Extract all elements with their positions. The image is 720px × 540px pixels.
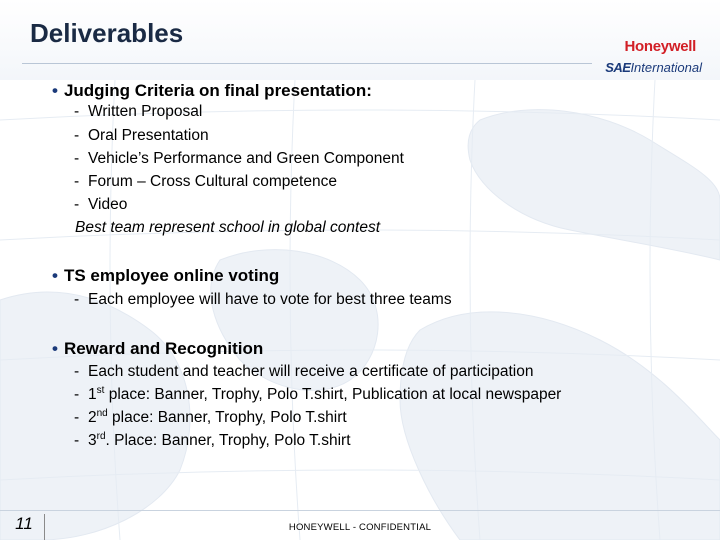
- list-item: [74, 104, 202, 120]
- bullet-dot-icon: •: [52, 339, 58, 358]
- dash-icon: -: [74, 363, 80, 380]
- place-text: . Place: Banner, Trophy, Polo T.shirt: [105, 432, 351, 449]
- bullet-employee-voting: [52, 266, 279, 286]
- place-suffix: st: [96, 385, 105, 396]
- footer-divider: [0, 510, 720, 511]
- dash-icon: -: [74, 150, 80, 167]
- list-item-text: Written Proposal: [88, 103, 203, 120]
- list-item: [74, 197, 127, 213]
- place-text: place: Banner, Trophy, Polo T.shirt, Publication at local newspaper: [104, 386, 562, 403]
- list-item: [74, 128, 209, 144]
- list-item-text: Video: [88, 196, 128, 213]
- bullet-heading: TS employee online voting: [63, 266, 280, 285]
- bullet-dot-icon: •: [52, 81, 58, 100]
- bullet-judging-criteria: [52, 81, 372, 101]
- list-item-text: Forum – Cross Cultural competence: [88, 173, 337, 190]
- slide-title: Deliverables: [30, 18, 184, 48]
- list-item-text: Oral Presentation: [88, 127, 209, 144]
- note-text: Best team represent school in global contest: [75, 219, 381, 236]
- list-item-text: Vehicle’s Performance and Green Component: [88, 150, 404, 167]
- dash-icon: -: [74, 173, 80, 190]
- dash-icon: -: [74, 127, 80, 144]
- list-item: [74, 151, 404, 167]
- bullet-heading: Reward and Recognition: [63, 339, 264, 358]
- list-item-place-3: [74, 433, 351, 449]
- list-item-text: Each student and teacher will receive a certificate of participation: [88, 363, 534, 380]
- place-number: 3: [88, 432, 97, 449]
- dash-icon: -: [74, 432, 80, 449]
- dash-icon: -: [74, 386, 80, 403]
- list-item: [74, 364, 533, 380]
- dash-icon: -: [74, 409, 80, 426]
- bullet-heading: Judging Criteria on final presentation:: [63, 81, 372, 100]
- list-item: [74, 292, 452, 308]
- place-number: 2: [88, 409, 97, 426]
- page-number: 11: [4, 514, 45, 540]
- confidential-footer: HONEYWELL - CONFIDENTIAL: [288, 522, 432, 533]
- place-number: 1: [88, 386, 97, 403]
- place-text: place: Banner, Trophy, Polo T.shirt: [107, 409, 347, 426]
- sae-logo-mark: SAE: [605, 60, 631, 75]
- list-item-place-2: [74, 410, 347, 426]
- place-suffix: rd: [96, 431, 106, 442]
- place-suffix: nd: [96, 408, 108, 419]
- honeywell-logo: Honeywell: [624, 38, 696, 55]
- dash-icon: -: [74, 291, 80, 308]
- bullet-dot-icon: •: [52, 266, 58, 285]
- list-item-text: Each employee will have to vote for best three teams: [88, 291, 452, 308]
- dash-icon: -: [74, 196, 80, 213]
- list-item: [74, 174, 337, 190]
- bullet-reward-recognition: [52, 339, 263, 359]
- sae-logo-text: International: [630, 60, 702, 75]
- dash-icon: -: [74, 103, 80, 120]
- list-item-place-1: [74, 387, 561, 403]
